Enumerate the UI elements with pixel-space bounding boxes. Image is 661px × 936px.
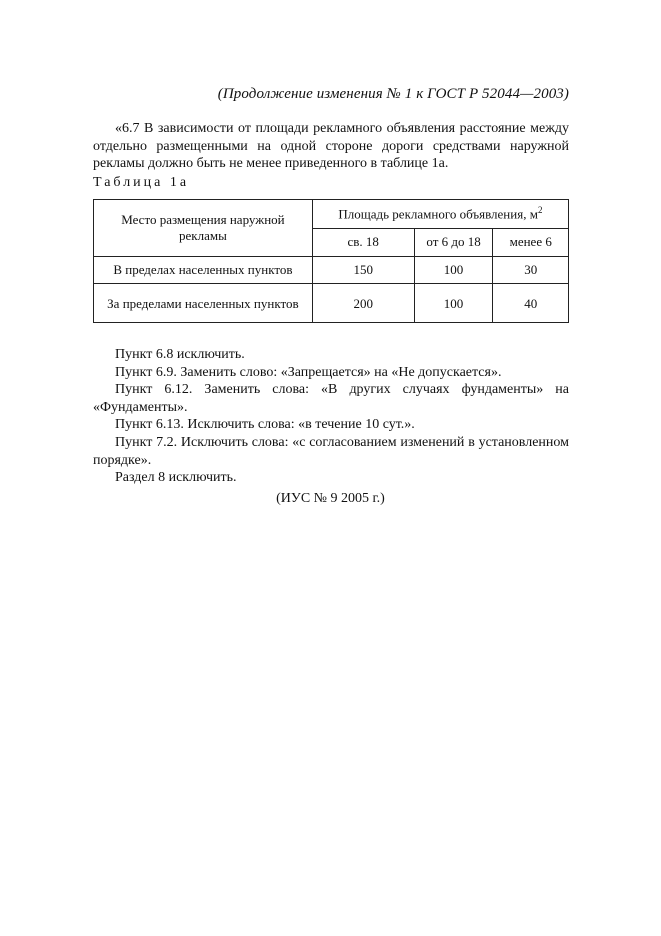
row-place-cell: За пределами населенных пунктов xyxy=(94,284,313,323)
row-value-cell: 40 xyxy=(493,284,569,323)
amendment-paragraph: Пункт 6.12. Заменить слова: «В других случаях фундаменты» на «Фундаменты». xyxy=(93,382,569,415)
area-header-label: Площадь рекламного объявления, м xyxy=(338,206,538,222)
distance-table xyxy=(93,199,569,323)
row-value-cell: 200 xyxy=(312,284,414,323)
column-header-under-6: менее 6 xyxy=(493,228,569,257)
amendment-paragraph: Раздел 8 исключить. xyxy=(115,470,237,486)
intro-paragraph: «6.7 В зависимости от площади рекламного объявления расстояние между отдельно размещенными на одной стороне дороги средствами наружной рекламы должно быть не менее приведенного в таблице 1а. xyxy=(93,121,569,171)
amendment-paragraph: Пункт 7.2. Исключить слова: «с согласованием изменений в установленном порядке». xyxy=(93,434,569,468)
publication-reference: (ИУС № 9 2005 г.) xyxy=(276,491,385,506)
place-header xyxy=(94,200,313,257)
table-row xyxy=(94,284,569,323)
row-place-cell: В пределах населенных пунктов xyxy=(94,257,313,284)
column-header-6-to-18: от 6 до 18 xyxy=(414,228,493,257)
row-value-cell: 30 xyxy=(493,257,569,284)
table-title: Таблица 1а xyxy=(93,175,190,190)
column-header-over-18: св. 18 xyxy=(312,228,414,257)
table-row xyxy=(94,257,569,284)
place-header-label: Место размещения наружной рекламы xyxy=(121,212,285,243)
area-header xyxy=(312,200,568,229)
row-value-cell: 150 xyxy=(312,257,414,284)
table-header-row xyxy=(94,200,569,229)
amendment-paragraph: Пункт 6.9. Заменить слово: «Запрещается» на «Не допускается». xyxy=(115,364,502,380)
amendment-paragraph: Пункт 6.8 исключить. xyxy=(115,347,245,362)
row-value-cell: 100 xyxy=(414,257,493,284)
amendment-list xyxy=(93,346,569,487)
document-continuation-header: (Продолжение изменения № 1 к ГОСТ Р 52044—2003) xyxy=(217,86,569,102)
amendment-paragraph: Пункт 6.13. Исключить слова: «в течение 10 сут.». xyxy=(115,417,415,433)
row-value-cell: 100 xyxy=(414,284,493,323)
area-header-superscript: 2 xyxy=(537,205,543,216)
